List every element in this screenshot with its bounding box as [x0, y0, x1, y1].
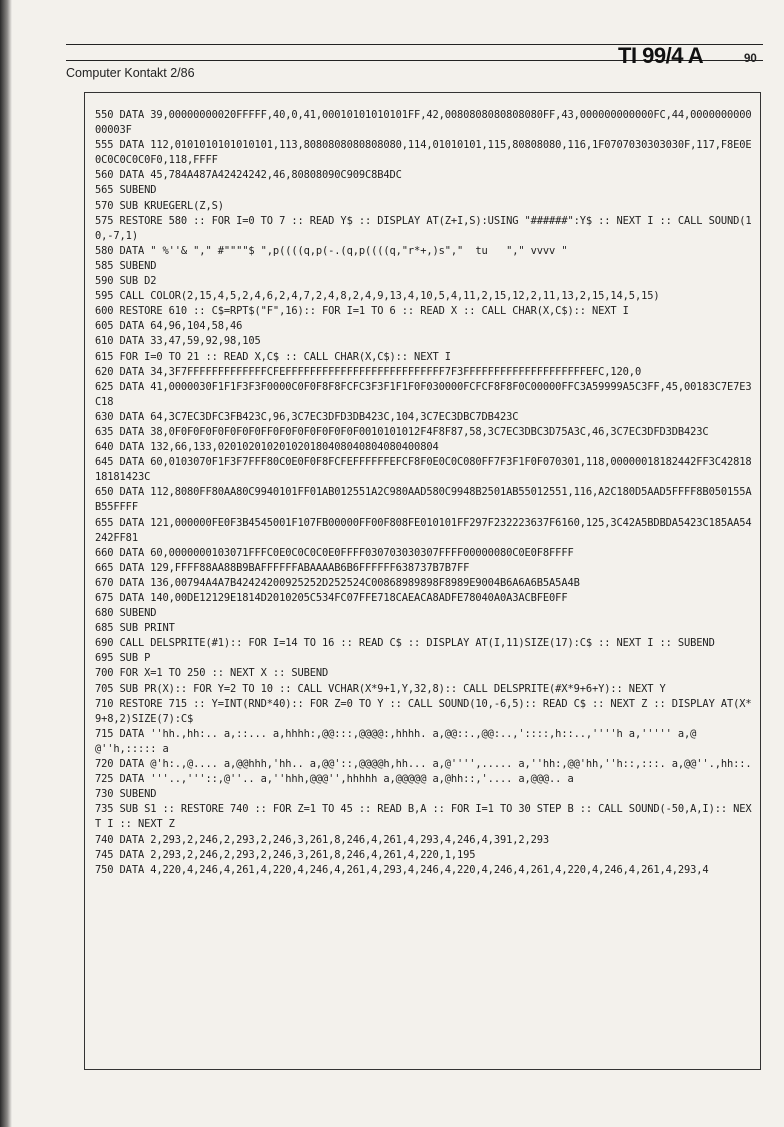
code-line: 675 DATA 140,00DE12129E1814D2010205C534FC07FFE718CAEACA8ADFE78040A0A3ACBFE0FF — [95, 592, 568, 604]
code-line: 610 DATA 33,47,59,92,98,105 — [95, 335, 261, 348]
code-line: 720 DATA @'h:.,@.... a,@@hhh,'hh.. a,@@'::,@@@@h,hh... a,@'''',..... a,''hh:,@@'hh,''h::,:::. a,@@''.,hh::. — [95, 758, 752, 771]
code-line: 655 DATA 121,000000FE0F3B4545001F107FB00000FF00F808FE010101FF297F232223637F6160,125,3C42A5BDBDA5423C185AA54242FF81 — [95, 516, 752, 544]
page-edge-shadow — [0, 0, 12, 1127]
code-line: 725 DATA '''..,'''::,@''.. a,''hhh,@@@'',hhhhh a,@@@@@ a,@hh::,'.... a,@@@.. a — [95, 773, 574, 786]
code-line: 575 RESTORE 580 :: FOR I=0 TO 7 :: READ Y$ :: DISPLAY AT(Z+I,S):USING "######":Y$ :: NEXT I :: CALL SOUND(10,-7,1) — [95, 214, 752, 242]
code-line: 580 DATA " %''& "," #""""$ ",p((((q,p(-.(q,p((((q,"r*+,)s"," tu "," vvvv " — [95, 244, 568, 257]
code-line: 730 SUBEND — [95, 788, 157, 801]
code-line: 680 SUBEND — [95, 607, 157, 620]
code-line: 705 SUB PR(X):: FOR Y=2 TO 10 :: CALL VCHAR(X*9+1,Y,32,8):: CALL DELSPRITE(#X*9+6+Y):: NEXT Y — [95, 682, 666, 695]
code-line: 670 DATA 136,00794A4A7B42424200925252D252524C00868989898F8989E9004B6A6A6B5A5A4B — [95, 576, 580, 589]
magazine-issue: Computer Kontakt 2/86 — [66, 66, 195, 80]
code-line: 745 DATA 2,293,2,246,2,293,2,246,3,261,8,246,4,261,4,220,1,195 — [95, 848, 476, 861]
code-line: 650 DATA 112,8080FF80AA80C9940101FF01AB012551A2C980AAD580C9948B2501AB55012551,116,A2C180D5AAD5FFFF8B050155AB55FFFF — [95, 486, 752, 514]
section-title: TI 99/4 A — [618, 43, 704, 68]
code-line: 605 DATA 64,96,104,58,46 — [95, 320, 243, 333]
code-line: 550 DATA 39,00000000020FFFFF,40,0,41,00010101010101FF,42,0080808080808080FF,43,000000000000FC,44,000000000000003F — [95, 109, 752, 137]
page-number: 90 — [744, 53, 757, 65]
code-line: 565 SUBEND — [95, 184, 157, 197]
code-line: 555 DATA 112,0101010101010101,113,8080808080808080,114,01010101,115,80808080,116,1F0707030303030F,117,F8E0E0C0C0C0C0F0,118,FFFF — [95, 139, 752, 167]
code-line: 615 FOR I=0 TO 21 :: READ X,C$ :: CALL CHAR(X,C$):: NEXT I — [95, 350, 451, 363]
code-line: 695 SUB P — [95, 652, 151, 665]
code-line: 595 CALL COLOR(2,15,4,5,2,4,6,2,4,7,2,4,8,2,4,9,13,4,10,5,4,11,2,15,12,2,11,13,2,15,14,5,15) — [95, 290, 660, 303]
code-line: 685 SUB PRINT — [95, 622, 175, 635]
code-line: 665 DATA 129,FFFF88AA88B9BAFFFFFFABAAAAB6B6FFFFFF638737B7B7FF — [95, 561, 470, 574]
code-line: 750 DATA 4,220,4,246,4,261,4,220,4,246,4,261,4,293,4,246,4,220,4,246,4,261,4,220,4,246,4,261,4,293,4 — [95, 863, 709, 876]
code-line: 715 DATA ''hh.,hh:.. a,::... a,hhhh:,@@:::,@@@@:,hhhh. a,@@::.,@@:..,'::::,h::..,''''h a,''''' a,@@''h,::::: a — [95, 727, 697, 755]
code-line: 700 FOR X=1 TO 250 :: NEXT X :: SUBEND — [95, 667, 329, 680]
code-line: 740 DATA 2,293,2,246,2,293,2,246,3,261,8,246,4,261,4,293,4,246,4,391,2,293 — [95, 833, 550, 846]
code-line: 735 SUB S1 :: RESTORE 740 :: FOR Z=1 TO 45 :: READ B,A :: FOR I=1 TO 30 STEP B :: CALL SOUND(-50,A,I):: NEXT I :: NEXT Z — [95, 803, 752, 831]
program-listing — [95, 108, 755, 878]
code-line: 710 RESTORE 715 :: Y=INT(RND*40):: FOR Z=0 TO Y :: CALL SOUND(10,-6,5):: READ C$ :: NEXT Z :: DISPLAY AT(X*9+8,2)SIZE(7):C$ — [95, 697, 752, 725]
code-line: 585 SUBEND — [95, 259, 157, 272]
code-line: 560 DATA 45,784A487A42424242,46,80808090C909C8B4DC — [95, 169, 402, 182]
code-line: 630 DATA 64,3C7EC3DFC3FB423C,96,3C7EC3DFD3DB423C,104,3C7EC3DBC7DB423C — [95, 410, 519, 423]
code-line: 625 DATA 41,0000030F1F1F3F3F0000C0F0F8F8FCFC3F3F1F1F0F030000FCFCF8F8F0C00000FFC3A59999A5C3FF,45,00183C7E7E3C18 — [95, 380, 752, 408]
code-line: 690 CALL DELSPRITE(#1):: FOR I=14 TO 16 :: READ C$ :: DISPLAY AT(I,11)SIZE(17):C$ :: NEXT I :: SUBEND — [95, 637, 715, 650]
code-line: 600 RESTORE 610 :: C$=RPT$("F",16):: FOR I=1 TO 6 :: READ X :: CALL CHAR(X,C$):: NEXT I — [95, 305, 629, 318]
code-line: 590 SUB D2 — [95, 275, 157, 288]
code-line: 620 DATA 34,3F7FFFFFFFFFFFFFCFEFFFFFFFFFFFFFFFFFFFFFFFFFF7F3FFFFFFFFFFFFFFFFFFFFEFC,120,0 — [95, 365, 642, 378]
code-line: 640 DATA 132,66,133,020102010201020180408040804080400804 — [95, 441, 439, 454]
code-line: 645 DATA 60,0103070F1F3F7FFF80C0E0F0F8FCFEFFFFFFEFCF8F0E0C0C080FF7F3F1F0F070301,118,00000018182442FF3C4281818181423C — [95, 456, 752, 484]
code-line: 660 DATA 60,0000000103071FFFC0E0C0C0C0E0FFFF030703030307FFFF00000080C0E0F8FFFF — [95, 546, 574, 559]
code-line: 570 SUB KRUEGERL(Z,S) — [95, 199, 224, 212]
code-line: 635 DATA 38,0F0F0F0F0F0F0F0FF0F0F0F0F0F0F0F0010101012F4F8F87,58,3C7EC3DBC3D75A3C,46,3C7EC3DFD3DB423C — [95, 425, 709, 438]
